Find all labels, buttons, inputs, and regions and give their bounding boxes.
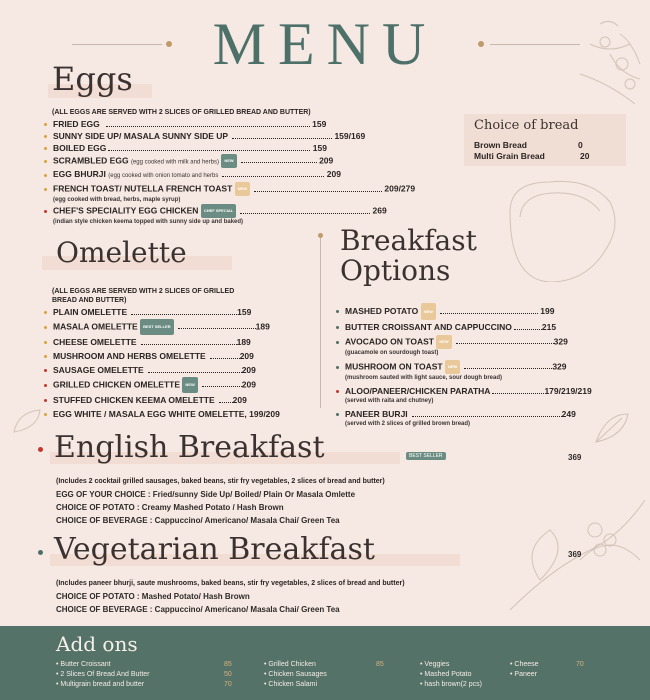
menu-item: CHEF'S SPECIALITY EGG CHICKEN CHEF SPECIAL 269 <box>44 204 464 218</box>
menu-item: EGG BHURJI (egg cooked with onion tomato and herbs 209 <box>44 168 464 182</box>
addon-item: • Multigrain bread and butter 70 <box>56 681 232 688</box>
addon-item: • Grilled Chicken 85 <box>264 661 384 668</box>
menu-item: FRENCH TOAST/ NUTELLA FRENCH TOAST NEW 209/279 <box>44 182 464 196</box>
column-divider <box>320 238 321 408</box>
menu-item: SAUSAGE OMELETTE 209 <box>44 363 314 377</box>
menu-item: PLAIN OMELETTE 159 <box>44 305 314 319</box>
english-bullet <box>38 447 43 452</box>
new-badge: NEW <box>436 335 451 349</box>
omelette-note: (ALL EGGS ARE SERVED WITH 2 SLICES OF GRILLED BREAD AND BUTTER) <box>52 288 235 304</box>
best-seller-badge: BEST SELLER <box>406 452 446 460</box>
menu-item: SUNNY SIDE UP/ MASALA SUNNY SIDE UP 159/169 <box>44 130 464 142</box>
menu-item: STUFFED CHICKEN KEEMA OMELETTE 209 <box>44 393 314 407</box>
bread-box <box>464 114 626 166</box>
menu-item: SCRAMBLED EGG (egg cooked with milk and herbs) NEW 209 <box>44 154 464 168</box>
page-title: MENU <box>212 11 438 77</box>
addons-col-3 <box>420 660 510 690</box>
menu-item: AVOCADO ON TOAST NEW 329 <box>336 335 636 349</box>
new-badge: NEW <box>421 303 436 320</box>
menu-item: BUTTER CROISSANT AND CAPPUCCINO 215 <box>336 320 636 335</box>
addon-item: • Butter Croissant 85 <box>56 661 232 668</box>
breakfast-list <box>336 303 636 428</box>
addon-item: • Chicken Salami <box>264 681 318 688</box>
menu-item-desc: (served with raita and chutney) <box>345 398 434 404</box>
addons-col-4 <box>510 660 600 680</box>
addon-item: • Cheese 70 <box>510 661 584 668</box>
eggs-list <box>44 118 464 226</box>
addon-item: • Mashed Potato <box>420 671 472 678</box>
addon-item: • Veggies <box>420 661 450 668</box>
veg-bullet <box>38 550 43 555</box>
addon-item: • Paneer <box>510 671 537 678</box>
addons-footer <box>0 626 650 700</box>
menu-item-desc: (indian style chicken keema topped with sunny side up and baked) <box>53 219 244 226</box>
toast-decoration <box>500 172 630 282</box>
divider-dot <box>318 233 323 238</box>
special-badge: NEW <box>235 182 250 196</box>
leaf-left-decoration <box>12 408 42 434</box>
addon-item: • Chicken Sausages <box>264 671 327 678</box>
new-badge: NEW <box>182 377 197 393</box>
addons-col-2 <box>264 660 394 690</box>
veg-heading: Vegetarian Breakfast <box>54 532 375 567</box>
english-price: 369 <box>568 453 582 462</box>
menu-item-desc: (egg cooked with bread, herbs, maple syrup) <box>53 197 181 204</box>
bread-item: Multi Grain Bread 20 <box>474 151 590 161</box>
addons-col-1 <box>56 660 246 690</box>
addon-item: • hash brown(2 pcs) <box>420 681 482 688</box>
addon-item: • 2 Slices Of Bread And Butter 50 <box>56 671 232 678</box>
new-badge: NEW <box>445 360 460 374</box>
bread-heading: Choice of bread <box>474 118 579 133</box>
menu-item: FRIED EGG 159 <box>44 118 464 130</box>
bread-item: Brown Bread 0 <box>474 140 583 150</box>
breakfast-heading: Breakfast Options <box>340 224 477 287</box>
omelette-heading: Omelette <box>56 236 187 269</box>
title-dot-right <box>478 41 484 47</box>
omelette-list <box>44 305 314 421</box>
menu-item: MASALA OMELETTE BEST SELLER 189 <box>44 319 314 335</box>
menu-item: MUSHROOM AND HERBS OMELETTE 209 <box>44 349 314 363</box>
menu-item: MUSHROOM ON TOAST NEW 329 <box>336 360 636 374</box>
menu-item: EGG WHITE / MASALA EGG WHITE OMELETTE, 199/209 <box>44 407 314 421</box>
eggs-heading: Eggs <box>52 60 133 98</box>
veg-price: 369 <box>568 550 582 559</box>
veg-badge: BEST SELLER <box>140 319 174 335</box>
menu-item-desc: (served with 2 slices of grilled brown bread) <box>345 421 471 427</box>
menu-item: PANEER BURJI 249 <box>336 408 636 420</box>
veg-details: (Includes paneer bhurji, saute mushrooms, baked beans, stir fry vegetables, 2 slices of bread and butter) CHOICE OF POTATO : Mashed Potato/ Hash Brown CHOICE OF BEVERAGE : Cappuccino/ Americano/ Masala Chai/ Green Tea <box>56 580 405 614</box>
addons-heading: Add ons <box>56 632 138 656</box>
menu-item: ALOO/PANEER/CHICKEN PARATHA 179/219/219 <box>336 385 636 397</box>
menu-item-desc: (mushroom sauted with light sauce, sour dough bread) <box>345 375 503 381</box>
menu-item: BOILED EGG 159 <box>44 142 464 154</box>
veg-badge: NEW <box>221 154 236 168</box>
menu-item: CHEESE OMELETTE 189 <box>44 335 314 349</box>
menu-item: GRILLED CHICKEN OMELETTE NEW 209 <box>44 377 314 393</box>
menu-item-desc: (guacamole on sourdough toast) <box>345 350 439 356</box>
eggs-note: (ALL EGGS ARE SERVED WITH 2 SLICES OF GRILLED BREAD AND BUTTER) <box>52 109 311 116</box>
english-details: (Includes 2 cocktail grilled sausages, baked beans, stir fry vegetables, 2 slices of bread and butter) EGG OF YOUR CHOICE : Fried/sunny Side Up/ Boiled/ Plain Or Masala Omlette CHOICE OF POTATO : Creamy Mashed Potato / Hash Brown CHOICE OF BEVERAGE : Cappuccino/ Americano/ Masala Chai/ Green Tea <box>56 478 385 525</box>
english-heading: English Breakfast <box>54 430 325 465</box>
menu-item: MASHED POTATO NEW 199 <box>336 303 636 320</box>
chef-badge: CHEF SPECIAL <box>201 204 236 218</box>
title-rule-right <box>490 44 580 45</box>
